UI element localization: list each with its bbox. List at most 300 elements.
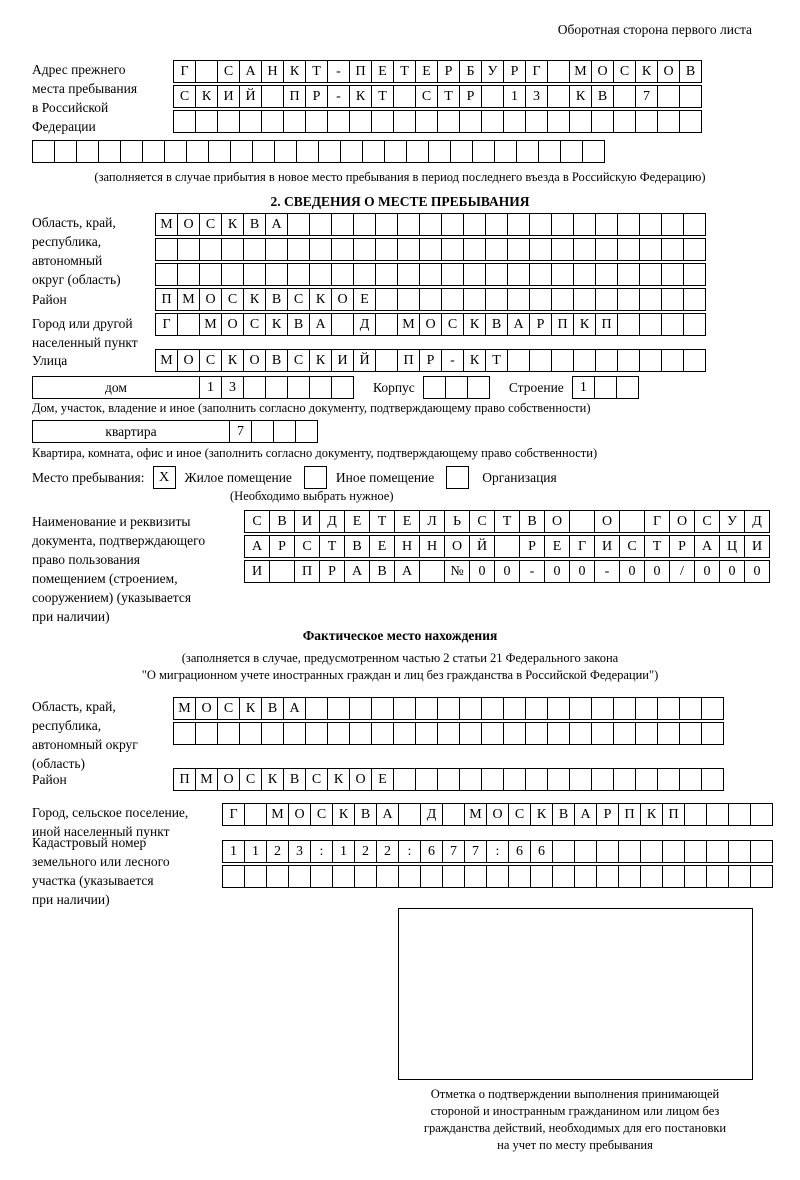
char-cell[interactable]: [529, 213, 552, 236]
char-cell[interactable]: [591, 110, 614, 133]
char-cell[interactable]: [617, 213, 640, 236]
char-cell[interactable]: Т: [485, 349, 508, 372]
actual-district-cells[interactable]: [173, 768, 723, 793]
char-cell[interactable]: В: [265, 349, 288, 372]
char-cell[interactable]: [244, 865, 267, 888]
char-cell[interactable]: [481, 697, 504, 720]
char-cell[interactable]: [375, 263, 398, 286]
char-cell[interactable]: [327, 722, 350, 745]
char-cell[interactable]: [679, 768, 702, 791]
char-cell[interactable]: [573, 238, 596, 261]
char-cell[interactable]: С: [441, 313, 464, 336]
char-cell[interactable]: [415, 768, 438, 791]
char-cell[interactable]: В: [552, 803, 575, 826]
char-cell[interactable]: Т: [305, 60, 328, 83]
char-cell[interactable]: [485, 263, 508, 286]
char-cell[interactable]: [529, 288, 552, 311]
char-cell[interactable]: [613, 768, 636, 791]
char-cell[interactable]: [243, 376, 266, 399]
char-cell[interactable]: Е: [415, 60, 438, 83]
dom-cells[interactable]: [199, 376, 353, 399]
char-cell[interactable]: П: [397, 349, 420, 372]
char-cell[interactable]: [503, 110, 526, 133]
char-cell[interactable]: [362, 140, 385, 163]
char-cell[interactable]: [573, 213, 596, 236]
char-cell[interactable]: 0: [569, 560, 595, 583]
char-cell[interactable]: М: [173, 697, 196, 720]
char-cell[interactable]: Т: [494, 510, 520, 533]
char-cell[interactable]: Г: [644, 510, 670, 533]
char-cell[interactable]: [662, 865, 685, 888]
char-cell[interactable]: [547, 768, 570, 791]
char-cell[interactable]: [503, 768, 526, 791]
char-cell[interactable]: [217, 722, 240, 745]
char-cell[interactable]: [269, 560, 295, 583]
char-cell[interactable]: [706, 865, 729, 888]
char-cell[interactable]: К: [309, 288, 332, 311]
char-cell[interactable]: О: [486, 803, 509, 826]
char-cell[interactable]: [371, 697, 394, 720]
char-cell[interactable]: Р: [503, 60, 526, 83]
char-cell[interactable]: Г: [155, 313, 178, 336]
char-cell[interactable]: В: [485, 313, 508, 336]
char-cell[interactable]: 6: [508, 840, 531, 863]
char-cell[interactable]: [639, 288, 662, 311]
korpus-cells[interactable]: [423, 376, 489, 399]
char-cell[interactable]: С: [305, 768, 328, 791]
char-cell[interactable]: /: [669, 560, 695, 583]
char-cell[interactable]: [481, 722, 504, 745]
char-cell[interactable]: [397, 213, 420, 236]
char-cell[interactable]: [619, 510, 645, 533]
char-cell[interactable]: Е: [371, 60, 394, 83]
char-cell[interactable]: [530, 865, 553, 888]
char-cell[interactable]: И: [331, 349, 354, 372]
char-cell[interactable]: С: [217, 60, 240, 83]
char-cell[interactable]: [613, 697, 636, 720]
char-cell[interactable]: [353, 263, 376, 286]
char-cell[interactable]: [265, 238, 288, 261]
char-cell[interactable]: [261, 85, 284, 108]
char-cell[interactable]: А: [574, 803, 597, 826]
char-cell[interactable]: М: [397, 313, 420, 336]
char-cell[interactable]: 1: [572, 376, 595, 399]
char-cell[interactable]: [552, 865, 575, 888]
char-cell[interactable]: [244, 803, 267, 826]
char-cell[interactable]: -: [594, 560, 620, 583]
char-cell[interactable]: [331, 376, 354, 399]
char-cell[interactable]: 0: [744, 560, 770, 583]
char-cell[interactable]: [261, 722, 284, 745]
char-cell[interactable]: П: [662, 803, 685, 826]
char-cell[interactable]: [485, 213, 508, 236]
char-cell[interactable]: [547, 110, 570, 133]
char-cell[interactable]: [288, 865, 311, 888]
char-cell[interactable]: [494, 140, 517, 163]
char-cell[interactable]: Н: [394, 535, 420, 558]
char-cell[interactable]: -: [441, 349, 464, 372]
char-cell[interactable]: [273, 420, 296, 443]
char-cell[interactable]: [419, 263, 442, 286]
char-cell[interactable]: К: [463, 349, 486, 372]
char-cell[interactable]: О: [419, 313, 442, 336]
city-cells[interactable]: [155, 313, 705, 338]
char-cell[interactable]: 0: [694, 560, 720, 583]
char-cell[interactable]: [437, 110, 460, 133]
char-cell[interactable]: [265, 376, 288, 399]
char-cell[interactable]: [661, 213, 684, 236]
char-cell[interactable]: [706, 803, 729, 826]
char-cell[interactable]: [551, 213, 574, 236]
char-cell[interactable]: С: [239, 768, 262, 791]
char-cell[interactable]: О: [199, 288, 222, 311]
char-cell[interactable]: [283, 110, 306, 133]
street-cells[interactable]: [155, 349, 705, 374]
char-cell[interactable]: С: [619, 535, 645, 558]
char-cell[interactable]: [750, 803, 773, 826]
char-cell[interactable]: [305, 722, 328, 745]
char-cell[interactable]: [463, 213, 486, 236]
char-cell[interactable]: [199, 238, 222, 261]
char-cell[interactable]: В: [679, 60, 702, 83]
char-cell[interactable]: К: [239, 697, 262, 720]
char-cell[interactable]: [635, 722, 658, 745]
char-cell[interactable]: В: [354, 803, 377, 826]
char-cell[interactable]: [375, 288, 398, 311]
char-cell[interactable]: [547, 85, 570, 108]
char-cell[interactable]: [251, 420, 274, 443]
actual-city-cells[interactable]: [222, 803, 772, 828]
char-cell[interactable]: Н: [419, 535, 445, 558]
char-cell[interactable]: [683, 349, 706, 372]
char-cell[interactable]: -: [327, 60, 350, 83]
char-cell[interactable]: А: [694, 535, 720, 558]
char-cell[interactable]: И: [217, 85, 240, 108]
char-cell[interactable]: [349, 697, 372, 720]
char-cell[interactable]: [574, 865, 597, 888]
char-cell[interactable]: Б: [459, 60, 482, 83]
char-cell[interactable]: [617, 238, 640, 261]
char-cell[interactable]: [353, 213, 376, 236]
char-cell[interactable]: Т: [369, 510, 395, 533]
char-cell[interactable]: [635, 697, 658, 720]
char-cell[interactable]: [683, 313, 706, 336]
char-cell[interactable]: А: [394, 560, 420, 583]
char-cell[interactable]: 0: [644, 560, 670, 583]
char-cell[interactable]: [503, 697, 526, 720]
char-cell[interactable]: 0: [719, 560, 745, 583]
char-cell[interactable]: [415, 722, 438, 745]
char-cell[interactable]: [173, 722, 196, 745]
char-cell[interactable]: [684, 865, 707, 888]
char-cell[interactable]: [221, 263, 244, 286]
char-cell[interactable]: 7: [464, 840, 487, 863]
char-cell[interactable]: [186, 140, 209, 163]
char-cell[interactable]: Т: [437, 85, 460, 108]
char-cell[interactable]: С: [199, 213, 222, 236]
char-cell[interactable]: [406, 140, 429, 163]
char-cell[interactable]: [296, 140, 319, 163]
char-cell[interactable]: М: [155, 213, 178, 236]
char-cell[interactable]: Р: [419, 349, 442, 372]
char-cell[interactable]: [640, 840, 663, 863]
char-cell[interactable]: [397, 288, 420, 311]
char-cell[interactable]: И: [744, 535, 770, 558]
char-cell[interactable]: [420, 865, 443, 888]
document-cells[interactable]: [244, 510, 769, 585]
char-cell[interactable]: [450, 140, 473, 163]
char-cell[interactable]: [596, 840, 619, 863]
char-cell[interactable]: С: [287, 288, 310, 311]
char-cell[interactable]: А: [309, 313, 332, 336]
char-cell[interactable]: [684, 840, 707, 863]
char-cell[interactable]: П: [173, 768, 196, 791]
char-cell[interactable]: [657, 768, 680, 791]
char-cell[interactable]: [76, 140, 99, 163]
char-cell[interactable]: С: [243, 313, 266, 336]
char-cell[interactable]: [573, 349, 596, 372]
char-cell[interactable]: [750, 865, 773, 888]
char-cell[interactable]: К: [261, 768, 284, 791]
char-cell[interactable]: [529, 349, 552, 372]
char-cell[interactable]: [419, 238, 442, 261]
char-cell[interactable]: М: [155, 349, 178, 372]
char-cell[interactable]: [441, 288, 464, 311]
char-cell[interactable]: 0: [544, 560, 570, 583]
char-cell[interactable]: 2: [354, 840, 377, 863]
char-cell[interactable]: [349, 722, 372, 745]
char-cell[interactable]: -: [519, 560, 545, 583]
char-cell[interactable]: [195, 722, 218, 745]
char-cell[interactable]: [552, 840, 575, 863]
char-cell[interactable]: [595, 288, 618, 311]
char-cell[interactable]: О: [195, 697, 218, 720]
char-cell[interactable]: Е: [344, 510, 370, 533]
char-cell[interactable]: П: [155, 288, 178, 311]
district-cells[interactable]: [155, 288, 705, 313]
char-cell[interactable]: [375, 213, 398, 236]
char-cell[interactable]: 0: [469, 560, 495, 583]
char-cell[interactable]: [54, 140, 77, 163]
char-cell[interactable]: [428, 140, 451, 163]
char-cell[interactable]: [243, 238, 266, 261]
char-cell[interactable]: [661, 238, 684, 261]
char-cell[interactable]: [415, 697, 438, 720]
char-cell[interactable]: [551, 349, 574, 372]
char-cell[interactable]: Г: [173, 60, 196, 83]
char-cell[interactable]: [494, 535, 520, 558]
char-cell[interactable]: [331, 263, 354, 286]
char-cell[interactable]: [287, 213, 310, 236]
char-cell[interactable]: К: [569, 85, 592, 108]
char-cell[interactable]: [305, 110, 328, 133]
char-cell[interactable]: [683, 288, 706, 311]
char-cell[interactable]: Р: [596, 803, 619, 826]
char-cell[interactable]: [376, 865, 399, 888]
char-cell[interactable]: [547, 722, 570, 745]
char-cell[interactable]: [155, 263, 178, 286]
char-cell[interactable]: 6: [420, 840, 443, 863]
char-cell[interactable]: 1: [244, 840, 267, 863]
char-cell[interactable]: [419, 560, 445, 583]
char-cell[interactable]: [419, 288, 442, 311]
char-cell[interactable]: [393, 110, 416, 133]
char-cell[interactable]: [295, 420, 318, 443]
char-cell[interactable]: И: [594, 535, 620, 558]
kvartira-cells[interactable]: [229, 420, 317, 443]
char-cell[interactable]: [423, 376, 446, 399]
char-cell[interactable]: [441, 238, 464, 261]
char-cell[interactable]: [445, 376, 468, 399]
char-cell[interactable]: 1: [222, 840, 245, 863]
char-cell[interactable]: Р: [519, 535, 545, 558]
char-cell[interactable]: [32, 140, 55, 163]
char-cell[interactable]: [661, 263, 684, 286]
char-cell[interactable]: П: [283, 85, 306, 108]
char-cell[interactable]: М: [177, 288, 200, 311]
char-cell[interactable]: [467, 376, 490, 399]
char-cell[interactable]: [569, 510, 595, 533]
char-cell[interactable]: [679, 722, 702, 745]
char-cell[interactable]: [679, 85, 702, 108]
char-cell[interactable]: [397, 263, 420, 286]
char-cell[interactable]: С: [310, 803, 333, 826]
char-cell[interactable]: О: [669, 510, 695, 533]
char-cell[interactable]: [173, 110, 196, 133]
char-cell[interactable]: [525, 110, 548, 133]
actual-region-cells[interactable]: [173, 697, 723, 747]
char-cell[interactable]: [547, 697, 570, 720]
char-cell[interactable]: К: [243, 288, 266, 311]
char-cell[interactable]: К: [327, 768, 350, 791]
char-cell[interactable]: [239, 722, 262, 745]
char-cell[interactable]: [459, 697, 482, 720]
char-cell[interactable]: А: [265, 213, 288, 236]
char-cell[interactable]: К: [573, 313, 596, 336]
char-cell[interactable]: К: [640, 803, 663, 826]
char-cell[interactable]: С: [613, 60, 636, 83]
char-cell[interactable]: Р: [305, 85, 328, 108]
char-cell[interactable]: №: [444, 560, 470, 583]
char-cell[interactable]: [265, 263, 288, 286]
char-cell[interactable]: [371, 110, 394, 133]
char-cell[interactable]: М: [569, 60, 592, 83]
char-cell[interactable]: И: [244, 560, 270, 583]
char-cell[interactable]: [657, 85, 680, 108]
char-cell[interactable]: [287, 376, 310, 399]
char-cell[interactable]: [525, 768, 548, 791]
char-cell[interactable]: В: [369, 560, 395, 583]
char-cell[interactable]: Д: [319, 510, 345, 533]
char-cell[interactable]: [679, 697, 702, 720]
char-cell[interactable]: А: [239, 60, 262, 83]
char-cell[interactable]: М: [199, 313, 222, 336]
char-cell[interactable]: [538, 140, 561, 163]
char-cell[interactable]: [613, 722, 636, 745]
char-cell[interactable]: С: [694, 510, 720, 533]
char-cell[interactable]: 7: [635, 85, 658, 108]
char-cell[interactable]: А: [376, 803, 399, 826]
char-cell[interactable]: [243, 263, 266, 286]
stroenie-cells[interactable]: [572, 376, 638, 399]
prev-address-cells[interactable]: [173, 60, 701, 135]
char-cell[interactable]: К: [195, 85, 218, 108]
char-cell[interactable]: [618, 840, 641, 863]
char-cell[interactable]: [573, 263, 596, 286]
char-cell[interactable]: [661, 313, 684, 336]
char-cell[interactable]: [442, 803, 465, 826]
char-cell[interactable]: [340, 140, 363, 163]
char-cell[interactable]: [318, 140, 341, 163]
char-cell[interactable]: 7: [442, 840, 465, 863]
char-cell[interactable]: К: [530, 803, 553, 826]
char-cell[interactable]: К: [221, 349, 244, 372]
char-cell[interactable]: О: [544, 510, 570, 533]
char-cell[interactable]: [508, 865, 531, 888]
char-cell[interactable]: [398, 865, 421, 888]
char-cell[interactable]: [195, 110, 218, 133]
char-cell[interactable]: С: [221, 288, 244, 311]
char-cell[interactable]: С: [217, 697, 240, 720]
char-cell[interactable]: [283, 722, 306, 745]
char-cell[interactable]: В: [243, 213, 266, 236]
char-cell[interactable]: [463, 288, 486, 311]
char-cell[interactable]: В: [261, 697, 284, 720]
char-cell[interactable]: [595, 238, 618, 261]
char-cell[interactable]: О: [594, 510, 620, 533]
char-cell[interactable]: Т: [371, 85, 394, 108]
char-cell[interactable]: Р: [669, 535, 695, 558]
char-cell[interactable]: Н: [261, 60, 284, 83]
char-cell[interactable]: [199, 263, 222, 286]
char-cell[interactable]: 1: [332, 840, 355, 863]
char-cell[interactable]: [239, 110, 262, 133]
char-cell[interactable]: [155, 238, 178, 261]
char-cell[interactable]: П: [349, 60, 372, 83]
char-cell[interactable]: [617, 349, 640, 372]
char-cell[interactable]: А: [507, 313, 530, 336]
char-cell[interactable]: [261, 110, 284, 133]
char-cell[interactable]: С: [287, 349, 310, 372]
char-cell[interactable]: [679, 110, 702, 133]
char-cell[interactable]: [332, 865, 355, 888]
char-cell[interactable]: [309, 263, 332, 286]
char-cell[interactable]: [437, 722, 460, 745]
char-cell[interactable]: К: [221, 213, 244, 236]
char-cell[interactable]: Е: [394, 510, 420, 533]
char-cell[interactable]: О: [217, 768, 240, 791]
char-cell[interactable]: О: [177, 213, 200, 236]
char-cell[interactable]: [419, 213, 442, 236]
char-cell[interactable]: Д: [744, 510, 770, 533]
char-cell[interactable]: [507, 213, 530, 236]
char-cell[interactable]: [684, 803, 707, 826]
checkbox-zhiloe[interactable]: X: [153, 466, 176, 489]
char-cell[interactable]: С: [244, 510, 270, 533]
char-cell[interactable]: П: [551, 313, 574, 336]
char-cell[interactable]: [657, 697, 680, 720]
char-cell[interactable]: [309, 213, 332, 236]
char-cell[interactable]: [701, 768, 724, 791]
char-cell[interactable]: [657, 110, 680, 133]
char-cell[interactable]: [208, 140, 231, 163]
char-cell[interactable]: [516, 140, 539, 163]
char-cell[interactable]: [485, 238, 508, 261]
char-cell[interactable]: В: [344, 535, 370, 558]
char-cell[interactable]: -: [327, 85, 350, 108]
char-cell[interactable]: С: [415, 85, 438, 108]
char-cell[interactable]: [551, 263, 574, 286]
